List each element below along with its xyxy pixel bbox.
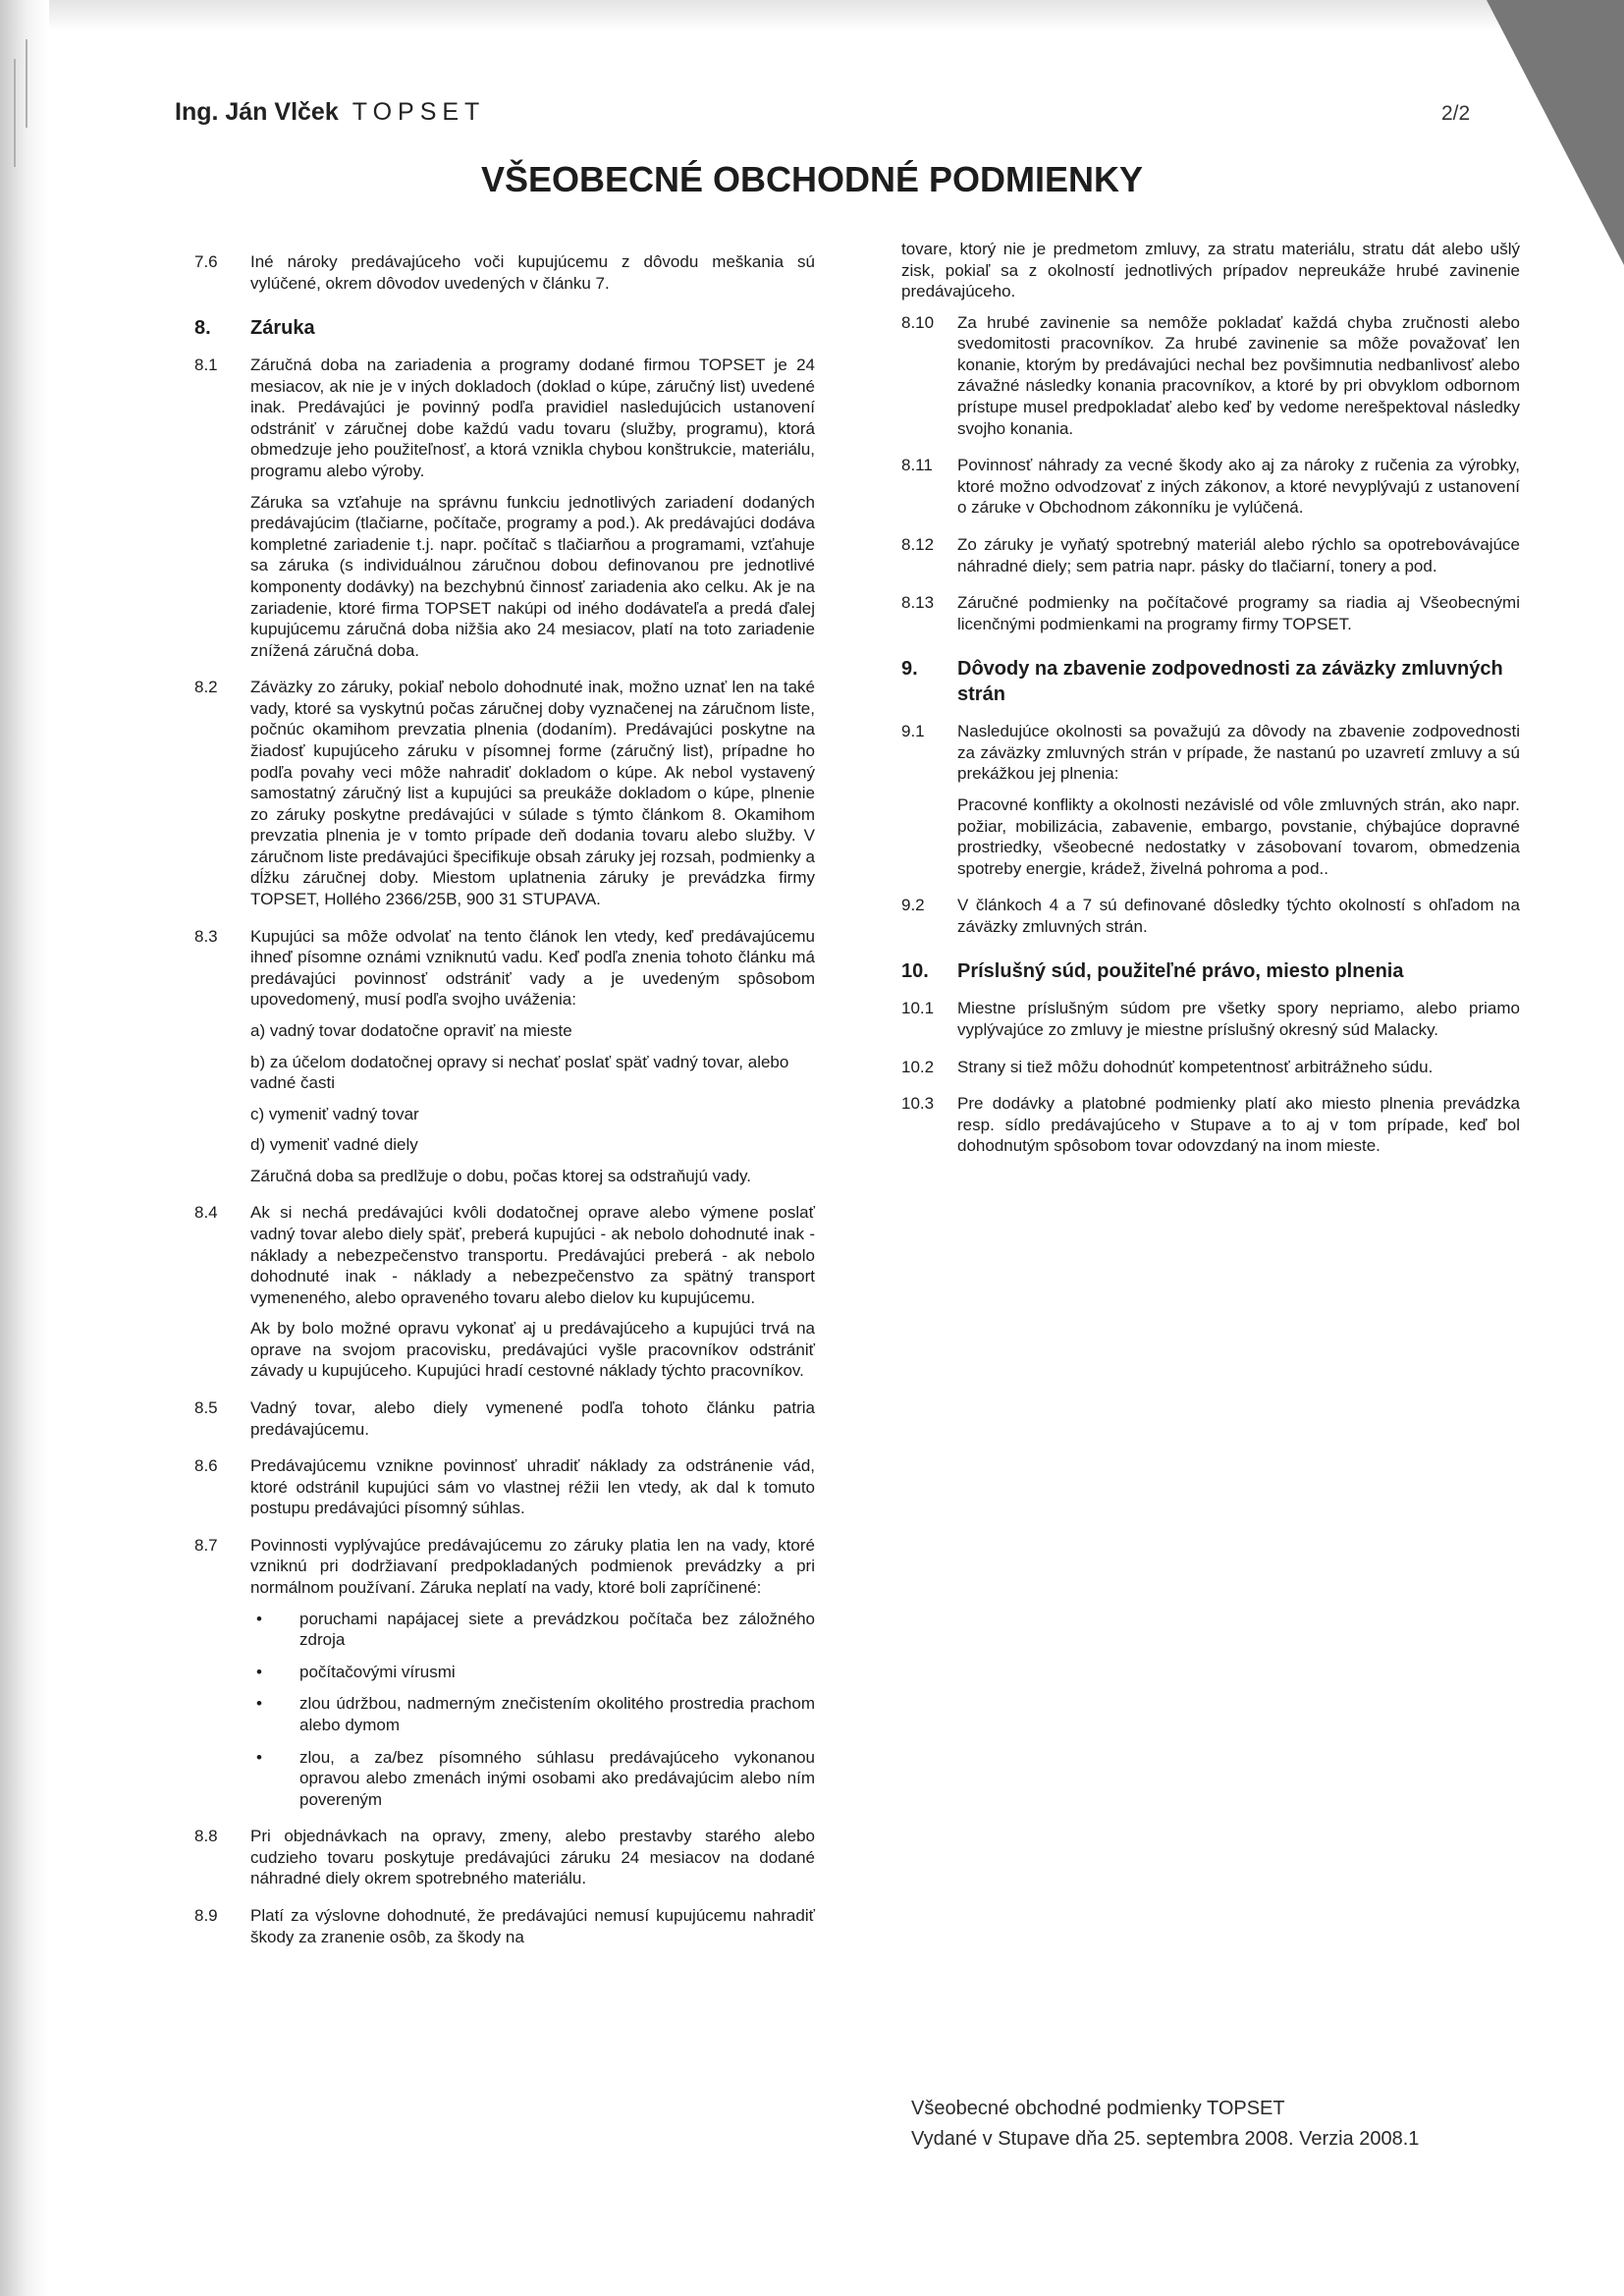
- clause-text: Povinnosť náhrady za vecné škody ako aj za nároky z ručenia za výrobky, ktoré možno odvodzovať z iných zákonov, a ktoré nevyplývajú z ustanovení o záruke v Obchodnom zákonníku je vylúčená.: [957, 456, 1520, 518]
- scan-shadow-left: [0, 0, 49, 2296]
- clause: [194, 926, 815, 1187]
- section-number: 8.: [194, 317, 211, 340]
- clause-text: Nasledujúce okolnosti sa považujú za dôvody na zbavenie zodpovednosti za záväzky zmluvných strán v prípade, že nastanú po uzavretí zmluvy a sú prekážkou jej plnenia:: [957, 722, 1520, 784]
- clause: [194, 1905, 815, 1947]
- clause-text: Povinnosti vyplývajúce predávajúcemu zo záruky platia len na vady, ktoré vzniknú pri dodržiavaní predpokladaných podmienok prevádzky a pri normálnom používaní. Záruka neplatí na vady, ktoré boli zapríčinené:: [250, 1535, 815, 1598]
- document-title: VŠEOBECNÉ OBCHODNÉ PODMIENKY: [480, 159, 1144, 199]
- clause-text: Vadný tovar, alebo diely vymenené podľa tohoto článku patria predávajúcemu.: [250, 1398, 815, 1439]
- section-number: 10.: [901, 960, 929, 983]
- clause-number: 8.4: [194, 1203, 218, 1223]
- clause-bullet: • zlou, a za/bez písomného súhlasu predávajúceho vykonanou opravou alebo zmenách inými osobami ako predávajúcim alebo ním povereným: [250, 1747, 815, 1811]
- clause: [194, 1826, 815, 1889]
- clause: [194, 1202, 815, 1382]
- clause-number: 9.1: [901, 722, 925, 741]
- clause: [194, 1397, 815, 1440]
- footer-title: Všeobecné obchodné podmienky TOPSET: [911, 2098, 1285, 2119]
- clause-number: 8.8: [194, 1827, 218, 1846]
- clause-text: Zo záruky je vyňatý spotrebný materiál alebo rýchlo sa opotrebovávajúce náhradné diely; sem patria napr. pásky do tlačiarní, tonery a pod.: [957, 534, 1520, 575]
- clause: [901, 455, 1520, 519]
- clause-text: Kupujúci sa môže odvolať na tento článok len vtedy, keď predávajúcemu ihneď písomne oznámi vzniknutú vadu. Keď podľa znenia tohoto článku má predávajúci povinnosť odstrániť vady a je uvedeným spôsobom upovedomený, musí podľa svojho uváženia:: [250, 926, 815, 1010]
- clause-text: Ak si nechá predávajúci kvôli dodatočnej oprave alebo výmene poslať vadný tovar alebo diely späť, preberá kupujúci - ak nebolo dohodnuté inak - náklady a nebezpečenstvo transportu. Predávajúci preberá - ak nebolo dohodnuté inak - náklady a nebezpečenstvo za spätný transport vymeneného, alebo opraveného tovaru alebo dielov ku kupujúcemu.: [250, 1203, 815, 1307]
- scan-shadow-top: [0, 0, 1624, 31]
- clause-continuation: tovare, ktorý nie je predmetom zmluvy, za stratu materiálu, stratu dát alebo ušlý zisk, pokiaľ sa z okolností jednotlivých prípadov nepreukáže hrubé zavinenie predávajúceho.: [901, 240, 1520, 301]
- clause-subitem: d) vymeniť vadné diely: [250, 1135, 418, 1155]
- clause-subitem: c) vymeniť vadný tovar: [250, 1104, 419, 1123]
- clause-text: Pri objednávkach na opravy, zmeny, alebo prestavby starého alebo cudzieho tovaru poskytuje predávajúci záruku 24 mesiacov na dodané náhradné diely okrem spotrebného materiálu.: [250, 1827, 815, 1888]
- clause-text: Pracovné konflikty a okolnosti nezávislé od vôle zmluvných strán, ako napr. požiar, mobilizácia, zabavenie, embargo, povstanie, chýbajúce dopravné prostriedky, všeobecné nedostatky v zásobovaní tovarom, obmedzenia spotreby energie, krádež, živelná pohroma a pod..: [957, 794, 1520, 878]
- clause-subitem: b) za účelom dodatočnej opravy si nechať poslať späť vadný tovar, alebo vadné časti: [250, 1052, 789, 1093]
- section-heading: [194, 315, 815, 341]
- clause-text: V článkoch 4 a 7 sú definované dôsledky týchto okolností s ohľadom na záväzky zmluvných strán.: [957, 896, 1520, 936]
- section-title: Dôvody na zbavenie zodpovednosti za záväzky zmluvných strán: [957, 658, 1503, 706]
- clause-text: Za hrubé zavinenie sa nemôže pokladať každá chyba zručnosti alebo svedomitosti pracovníkov. Za hrubé zavinenie sa môže považovať len konanie, ktorým by predávajúci nechal bez povšimnutia nedbanlivosť alebo závažné následky konania pracovníkov, a ktoré by pri obvyklom odbornom prístupe musel predpokladať alebo keď by vedome nerešpektoval následky svojho konania.: [957, 312, 1520, 438]
- footer-issue: Vydané v Stupave dňa 25. septembra 2008. Verzia 2008.1: [911, 2128, 1420, 2150]
- clause-text: Iné nároky predávajúceho voči kupujúcemu z dôvodu meškania sú vylúčené, okrem dôvodov uvedených v článku 7.: [250, 252, 815, 293]
- clause: [901, 1057, 1520, 1078]
- clause-text: Záručná doba sa predlžuje o dobu, počas ktorej sa odstraňujú vady.: [250, 1166, 751, 1185]
- clause: [194, 355, 815, 661]
- clause-bullet: • počítačovými vírusmi: [250, 1662, 815, 1683]
- section-heading: [901, 656, 1520, 707]
- section-heading: [901, 958, 1520, 984]
- clause-text: Platí za výslovne dohodnuté, že predávajúci nemusí kupujúcemu nahradiť škody za zranenie osôb, za škody na: [250, 1906, 815, 1946]
- clause-text: Predávajúcemu vznikne povinnosť uhradiť náklady za odstránenie vád, ktoré odstránil kupujúci sám vo vlastnej réžii len vtedy, ak dal k tomuto postupu predávajúci písomný súhlas.: [250, 1456, 815, 1518]
- left-column: [194, 251, 815, 1963]
- clause-number: 8.3: [194, 926, 218, 946]
- sheet-edge: [26, 39, 27, 128]
- clause-number: 8.1: [194, 355, 218, 375]
- clause-text: Miestne príslušným súdom pre všetky spory nepriamo, alebo priamo vyplývajúce zo zmluvy je miestne príslušný okresný súd Malacky.: [957, 999, 1520, 1040]
- folded-corner: [1487, 0, 1624, 265]
- clause-text: Strany si tiež môžu dohodnúť kompetentnosť arbitrážneho súdu.: [957, 1057, 1434, 1076]
- letterhead: [175, 98, 485, 127]
- clause-number: 8.5: [194, 1398, 218, 1418]
- clause-bullet: • zlou údržbou, nadmerným znečistením okolitého prostredia prachom alebo dymom: [250, 1693, 815, 1735]
- sheet-edge: [14, 59, 16, 167]
- section-title: Záruka: [250, 317, 315, 340]
- clause-text: Záväzky zo záruky, pokiaľ nebolo dohodnuté inak, možno uznať len na také vady, ktoré sa vyskytnú počas záručnej doby vyznačenej na záručnom liste, počnúc okamihom prevzatia plnenia (dodaním). Predávajúci poskytne na žiadosť kupujúceho záruku v písomnej forme (záručný list), prípadne ho podľa povahy veci môže nahradiť dokladom o kúpe. Ak nebol vystavený samostatný záručný list a kupujúci sa preukáže dokladom o kúpe, plnenie zo záruky poskytne predávajúci v súlade s týmto článkom 8. Okamihom prevzatia plnenia je v tomto prípade deň dodania tovaru alebo služby. V záručnom liste predávajúci špecifikuje obsah záruky jej rozsah, podmienky a dĺžku záručnej doby. Miestom uplatnenia záruky je prevádzka firmy TOPSET, Hollého 2366/25B, 900 31 STUPAVA.: [250, 678, 815, 909]
- author-name: Ing. Ján Vlček: [175, 98, 339, 126]
- clause-number: 8.10: [901, 312, 935, 332]
- clause-text: Záručné podmienky na počítačové programy sa riadia aj Všeobecnými licenčnými podmienkami na programy firmy TOPSET.: [957, 593, 1520, 633]
- clause-subitem: a) vadný tovar dodatočne opraviť na mieste: [250, 1020, 572, 1040]
- clause-number: 8.12: [901, 534, 935, 554]
- clause-text: Pre dodávky a platobné podmienky platí ako miesto plnenia prevádzka resp. sídlo predávajúceho v Stupave a to aj v tom prípade, keď bol dohodnutým spôsobom tovar odovzdaný na inom mieste.: [957, 1094, 1520, 1156]
- clause: [901, 312, 1520, 439]
- clause-text: Ak by bolo možné opravu vykonať aj u predávajúceho a kupujúci trvá na oprave na svojom pracovisku, predávajúci vyšle pracovníkov odstrániť závady u kupujúceho. Kupujúci hradí cestovné náklady týchto pracovníkov.: [250, 1319, 815, 1381]
- section-number: 9.: [901, 658, 918, 681]
- clause-number: 8.7: [194, 1535, 218, 1555]
- clause-number: 10.3: [901, 1094, 935, 1114]
- clause: [194, 251, 815, 294]
- clause-bullet: • poruchami napájacej siete a prevádzkou počítača bez záložného zdroja: [250, 1609, 815, 1651]
- section-title: Príslušný súd, použiteľné právo, miesto plnenia: [957, 960, 1404, 983]
- clause: [194, 1535, 815, 1810]
- clause-number: 8.9: [194, 1906, 218, 1925]
- right-column: [901, 239, 1520, 1173]
- clause: [901, 534, 1520, 576]
- clause: [901, 721, 1520, 879]
- clause-text: Záručná doba na zariadenia a programy dodané firmou TOPSET je 24 mesiacov, ak nie je v iných dokladoch (doklad o kúpe, záručný list) uvedené inak. Predávajúci je povinný podľa pravidiel nasledujúcich ustanovení odstrániť v záručnej dobe každú vadu tovaru (služby, programu), ktorá obmedzuje jeho použiteľnosť, a ktorá vznikla chybou konštrukcie, materiálu, programu alebo výroby.: [250, 355, 815, 481]
- clause: [901, 592, 1520, 634]
- clause-number: 9.2: [901, 896, 925, 915]
- company-name: TOPSET: [352, 98, 486, 126]
- clause-text: Záruka sa vzťahuje na správnu funkciu jednotlivých zariadení dodaných predávajúcim (tlačiarne, počítače, programy a pod.). Ak predávajúci dodáva kompletné zariadenie t.j. napr. počítač s tlačiarňou a programami, vzťahuje sa záruka (s individuálnou záručnou dobou definovanou pre jednotlivé komponenty dodávky) na bezchybnú činnosť zariadenia ako celku. Ak je na zariadenie, ktoré firma TOPSET nakúpi od iného dodávateľa a predá ďalej kupujúcemu záručná doba nižšia ako 24 mesiacov, platí na toto zariadenie znížená záručná doba.: [250, 492, 815, 660]
- clause: [194, 677, 815, 909]
- clause-number: 8.13: [901, 593, 935, 613]
- clause-number: 8.11: [901, 456, 933, 475]
- clause-number: 8.6: [194, 1456, 218, 1476]
- clause: [901, 895, 1520, 937]
- footer: [911, 2094, 1419, 2155]
- clause: [901, 998, 1520, 1040]
- clause-number: 7.6: [194, 252, 218, 271]
- clause: [194, 1455, 815, 1519]
- clause-number: 8.2: [194, 678, 218, 697]
- clause-number: 10.2: [901, 1057, 935, 1076]
- clause: [901, 1093, 1520, 1157]
- page-number: 2/2: [1441, 102, 1471, 125]
- clause-number: 10.1: [901, 999, 935, 1018]
